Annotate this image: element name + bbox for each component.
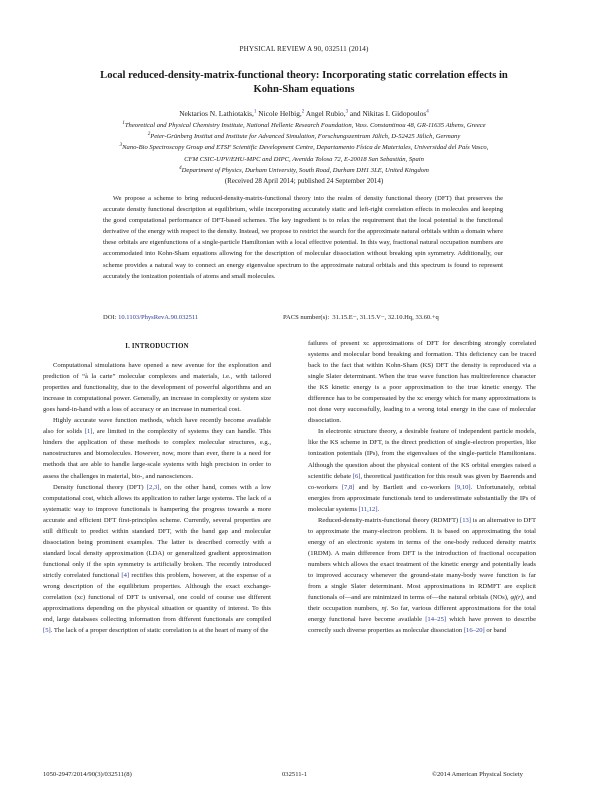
title-line-1: Local reduced-density-matrix-functional theory: Incorporating static correlation effects in	[100, 70, 508, 81]
affiliation: CFM CSIC-UPV/EHU-MPC and DIPC, Avenida Tolosa 72, E-20018 San Sebastián, Spain	[184, 155, 424, 163]
article-metadata	[103, 314, 503, 321]
left-column	[43, 341, 271, 636]
paper-title	[50, 69, 558, 97]
citation-link[interactable]: [5]	[43, 627, 51, 635]
author-name: Nektarios N. Lathiotakis,	[179, 109, 254, 118]
doi-label: DOI:	[103, 314, 117, 321]
pacs-values: 31.15.E−, 31.15.V−, 32.10.Hq, 33.60.+q	[332, 314, 439, 321]
affiliation: $^3$Nano-Bio Spectroscopy Group and ETSF Scientific Development Centre, Departamento Física de Materiales, Universidad del País Vasco,	[119, 143, 489, 152]
citation-link[interactable]: [4]	[121, 571, 130, 579]
copyright: ©2014 American Physical Society	[432, 771, 523, 778]
affiliation-marker[interactable]: 3	[345, 109, 349, 115]
paragraph: Highly accurate wave function methods, which have recently become available also for solids [1], are limited in the complexity of systems they can handle. This hinders the application of these methods to complex molecular structures, e.g., nanostructures and biomolecules. However, now, more than ever, there is a need for methods that are able to handle large-scale systems with high precision in order to assess the challenges in material, bio-, and nanosciences.	[43, 417, 271, 480]
paragraph: Reduced-density-matrix-functional theory (RDMFT) [13] is an alternative to DFT to approximate the many-electron problem. It is based on approximating the total energy of an electronic system in terms of the one-body reduced density matrix (1RDM). A main difference from DFT is the introduction of fractional occupation numbers which allows the exact treatment of the kinetic energy and potentially leads to improved accuracy whenever the ground-state many-body wave function is far from a single Slater determinant. Most approximations in RDMFT are explicit functionals of—and are minimized in terms of—the natural orbitals (NOs), φj(r), and their occupation numbers, nj. So far, various different approximations for the total energy functional have become available [14–25] which have proven to describe correctly such diverse properties as molecular dissociation [16–20] or band	[308, 516, 537, 635]
citation-link[interactable]: [14–25]	[425, 616, 447, 624]
author-name: Nicole Helbig,	[258, 109, 302, 118]
pacs-label: PACS number(s):	[283, 314, 330, 321]
affiliation: $^4$Department of Physics, Durham University, South Road, Durham DH1 3LE, United Kingdom	[179, 165, 429, 174]
affiliation: $^2$Peter-Grünberg Institut and Institute for Advanced Simulation, Forschungszentrum Jülich, D-52425 Jülich, Germany	[147, 132, 461, 141]
affiliation-marker[interactable]: 1	[253, 109, 257, 115]
section-heading: I. INTRODUCTION	[125, 343, 189, 350]
pacs-numbers	[283, 314, 439, 321]
affiliation: $^1$Theoretical and Physical Chemistry Institute, National Hellenic Research Foundation, Vass. Constantinou 48, GR-11635 Athens, Greece	[122, 120, 486, 129]
citation-link[interactable]: [7,8]	[341, 483, 355, 491]
paragraph: In electronic structure theory, a desirable feature of independent particle models, like the KS scheme in DFT, is the direct prediction of single-electron properties, like ionization potentials (IPs), from the eigenvalues of the single-particle Hamiltonians. Although the question about the physical content of the KS orbital energies raised a scientific debate [6], theoretical justification for this result was given by Baerends and co-workers [7,8] and by Bartlett and co-workers [9,10]. Unfortunately, orbital energies from approximate functionals tend to underestimate substantially the IPs of molecular systems [11,12].	[308, 428, 536, 513]
paragraph: Density functional theory (DFT) [2,3], on the other hand, comes with a low computational cost, which allows its application to rather large systems. The lack of a systematic way to improve functionals is hampering the progress towards a more accurate and efficient DFT first-principles scheme. Currently, several properties are still difficult to predict within standard DFT, with the band gap and molecular dissociation being prominent examples. The latter is described correctly with a standard local density approximation (LDA) or generalized gradient approximation functional only if the spin symmetry is artificially broken. The recently introduced strictly correlated functional [4] rectifies this problem, however, at the expense of a wrong description of the equilibrium properties. Although the exact exchange-correlation (xc) functional of DFT is universal, one could of course use different approximations depending on the physical situation or quantity of interest. To this end, large databases collecting information from different functionals are compiled [5]. The lack of a proper description of static correlation is at the heart of many of the	[43, 483, 271, 635]
paragraph: Computational simulations have opened a new avenue for the exploration and prediction of “à la carte” molecular complexes and materials, i.e., with tailored properties and functionality, due to the development of powerful algorithms and an increase in computational power. Generally, an increase in complexity or system size goes hand-in-hand with a loss of accuracy or an increase in numerical cost.	[43, 362, 271, 414]
citation-link[interactable]: [13]	[460, 516, 471, 524]
doi-link[interactable]: 10.1103/PhysRevA.90.032511	[118, 314, 199, 321]
abstract: We propose a scheme to bring reduced-density-matrix-functional theory into the realm of density functional theory (DFT) that preserves the accurate density functional description at equilibrium, while incorporating accurately static and left-right correlation effects in molecules and keeping the good computational performance of DFT-based schemes. The key ingredient is to relax the requirement that the local potential is the functional derivative of the energy with respect to the density. Instead, we propose to restrict the search for the approximate natural orbitals within a domain where these orbitals are eigenfunctions of a single-particle Hamiltonian with a local effective potential. In this way, fractional natural occupation numbers are accommodated into Kohn-Sham equations allowing for the description of molecular dissociation without breaking spin symmetry. Additionally, our scheme provides a natural way to connect an energy eigenvalue spectrum to the approximate natural orbitals and this spectrum is found to represent accurately the ionization potentials of atoms and small molecules.	[103, 195, 503, 280]
page-number: 032511-1	[282, 771, 308, 778]
affiliation-marker[interactable]: 4	[426, 109, 429, 115]
citation-link[interactable]: [2,3]	[146, 483, 160, 491]
right-column	[308, 338, 536, 636]
affiliation-list	[0, 120, 608, 187]
math-natural-orbital: φj(r)	[510, 594, 523, 602]
journal-header: PHYSICAL REVIEW A 90, 032511 (2014)	[239, 45, 369, 53]
citation-link[interactable]: [11,12]	[358, 505, 378, 513]
citation-link[interactable]: [9,10]	[454, 483, 471, 491]
citation-link[interactable]: [16–20]	[463, 627, 485, 635]
author-name: Angel Rubio,	[305, 109, 346, 118]
math-occupation-number: nj	[381, 605, 387, 613]
received-dates: (Received 28 April 2014; published 24 September 2014)	[224, 177, 384, 186]
author-name: and Nikitas I. Gidopoulos	[349, 109, 427, 118]
author-list	[0, 109, 608, 118]
footer-code: 1050-2947/2014/90(3)/032511(8)	[43, 771, 132, 778]
citation-link[interactable]: [1]	[84, 428, 93, 436]
citation-link[interactable]: [6]	[352, 472, 361, 480]
title-line-2: Kohn-Sham equations	[253, 84, 355, 95]
affiliation-marker[interactable]: 2	[301, 109, 305, 115]
paragraph: failures of present xc approximations of DFT for describing strongly correlated systems and molecular bond breaking and formation. This deficiency can be traced back to the fact that within Kohn-Sham (KS) DFT the density is reproduced via a single Slater determinant. When the true wave function has multireference character the KS kinetic energy is a poor approximation to the true kinetic energy. The difference has to be compensated by the xc energy which for many approximations is not done very successfully, leading to a wrong total energy in the case of molecular dissociation.	[308, 340, 536, 425]
